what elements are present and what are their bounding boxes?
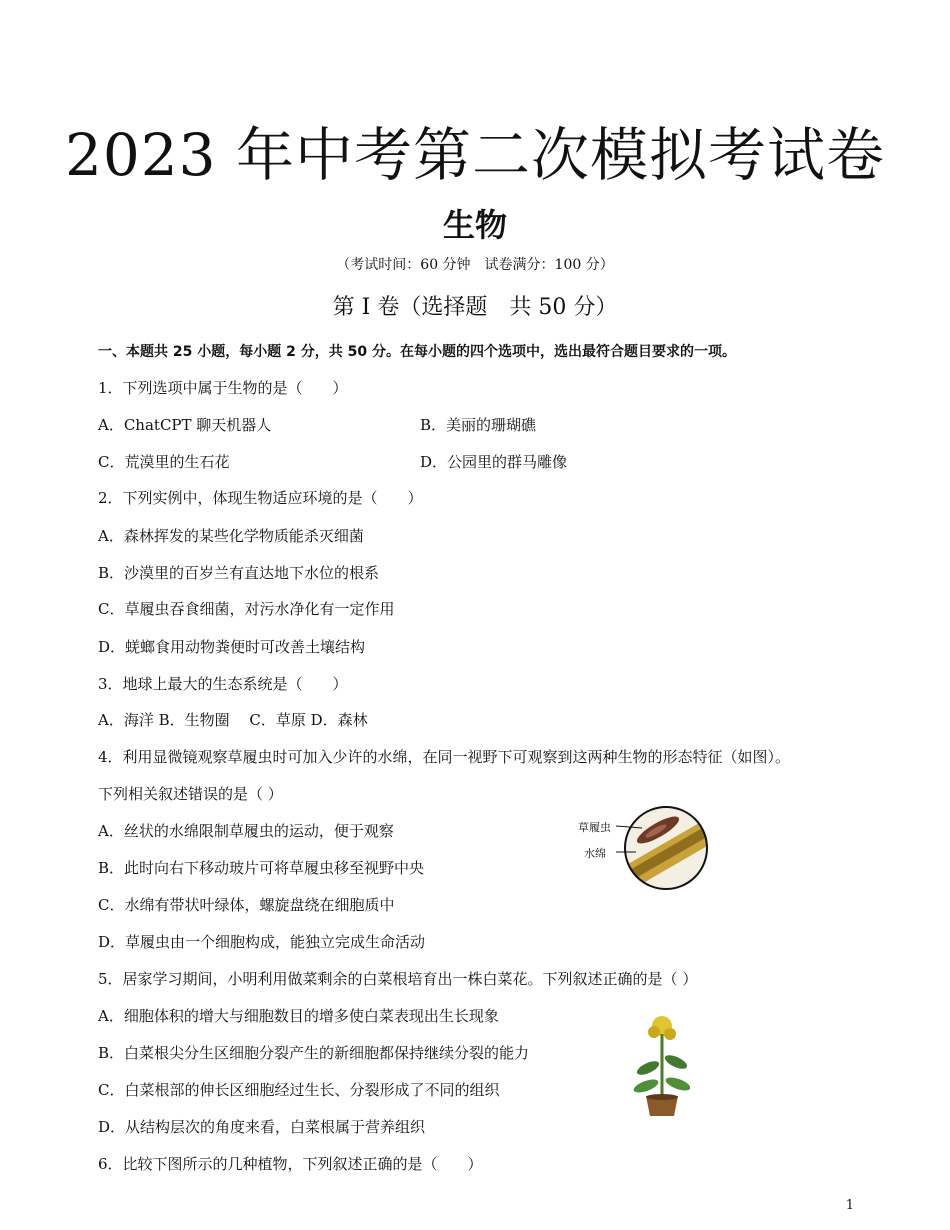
question-5-option-b: B．白菜根尖分生区细胞分裂产生的新细胞都保持继续分裂的能力 — [98, 1044, 530, 1062]
figure-label-spirogyra: 水绵 — [584, 847, 606, 860]
instructions: 一、本题共 25 小题，每小题 2 分，共 50 分。在每小题的四个选项中，选出最符合题目要求的一项。 — [98, 344, 736, 360]
question-5-option-d: D．从结构层次的角度来看，白菜根属于营养组织 — [98, 1118, 426, 1136]
question-4-option-c: C．水绵有带状叶绿体，螺旋盘绕在细胞质中 — [98, 896, 395, 914]
question-4-option-d: D．草履虫由一个细胞构成，能独立完成生命活动 — [98, 933, 426, 951]
question-1-option-c: C．荒漠里的生石花 — [98, 453, 230, 471]
question-2-option-c: C．草履虫吞食细菌，对污水净化有一定作用 — [98, 600, 395, 618]
question-1-option-d: D．公园里的群马雕像 — [420, 453, 568, 471]
microscope-figure — [570, 800, 715, 900]
exam-info: （考试时间：60 分钟 试卷满分：100 分） — [336, 257, 614, 273]
question-2-option-d: D．蜣螂食用动物粪便时可改善土壤结构 — [98, 638, 366, 656]
question-2-stem: 2．下列实例中，体现生物适应环境的是（ ） — [98, 489, 423, 507]
section-heading: 第 I 卷（选择题 共 50 分） — [332, 295, 618, 320]
question-4-stem-cont: 下列相关叙述错误的是（ ） — [98, 785, 283, 803]
question-5-option-c: C．白菜根部的伸长区细胞经过生长、分裂形成了不同的组织 — [98, 1081, 500, 1099]
question-3-options: A．海洋 B．生物圈 C．草原 D．森林 — [98, 711, 368, 729]
microscope-view-illustration — [570, 800, 715, 900]
question-4-option-b: B．此时向右下移动玻片可将草履虫移至视野中央 — [98, 859, 425, 877]
page-number: 1 — [845, 1198, 854, 1213]
subject-title: 生物 — [442, 206, 507, 244]
question-4-option-a: A．丝状的水绵限制草履虫的运动，便于观察 — [98, 822, 394, 840]
page-title: 2023 年中考第二次模拟考试卷 — [64, 121, 886, 189]
cabbage-flower-illustration — [630, 1012, 690, 1122]
question-2-option-a: A．森林挥发的某些化学物质能杀灭细菌 — [98, 527, 364, 545]
question-5-stem: 5．居家学习期间，小明利用做菜剩余的白菜根培育出一株白菜花。下列叙述正确的是（ ） — [98, 970, 698, 988]
question-5-option-a: A．细胞体积的增大与细胞数目的增多使白菜表现出生长现象 — [98, 1007, 499, 1025]
question-1-option-a: A．ChatCPT 聊天机器人 — [98, 416, 272, 434]
question-6-stem: 6．比较下图所示的几种植物，下列叙述正确的是（ ） — [98, 1155, 483, 1173]
question-2-option-b: B．沙漠里的百岁兰有直达地下水位的根系 — [98, 564, 380, 582]
question-3-stem: 3．地球上最大的生态系统是（ ） — [98, 675, 348, 693]
question-4-stem: 4．利用显微镜观察草履虫时可加入少许的水绵，在同一视野下可观察到这两种生物的形态特征（如图）。 — [98, 748, 791, 766]
question-1-option-b: B．美丽的珊瑚礁 — [420, 416, 537, 434]
question-1-stem: 1．下列选项中属于生物的是（ ） — [98, 379, 348, 397]
figure-label-paramecium: 草履虫 — [578, 821, 611, 834]
